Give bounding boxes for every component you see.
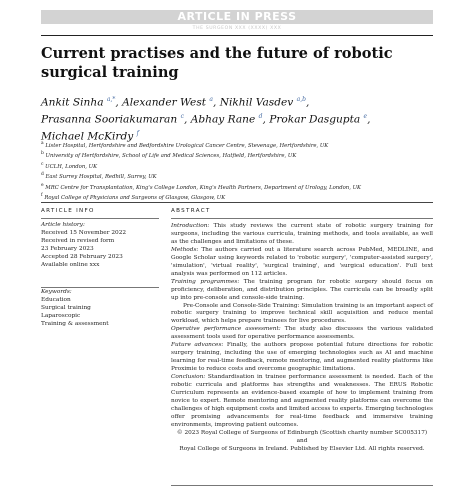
author-name[interactable]: Alexander West [122, 96, 207, 109]
abstract-conclusion [171, 374, 433, 430]
section-label: Methods: [171, 246, 199, 253]
section-text: Standardisation in trainee performance assessment is needed. Each of the robotic curricula and platforms has strengths and weaknesses. The ERUS Robotic Curriculum represents an evidence-based example of how to implement training from novice to expert. Remote mentoring and augmented reality platforms can overcome the challenges of high equipment costs and limited access to experts. Emerging technologies offer promising advancements for real-time feedback and immersive training environments, improving patient outcomes. [171, 374, 433, 428]
history-accepted: Accepted 28 February 2023 [41, 253, 123, 260]
section-label: Training programmes: [171, 278, 240, 285]
abstract-body [171, 223, 433, 454]
affiliation-text: UCLH, London, UK [45, 163, 98, 170]
abstract-preconsole: Pre-Console and Console-Side Training: Simulation training is an important aspect of robotic surgery training to improve technical skill acquisition and reduce mental workload, which helps prepare trainees for live procedures. [171, 302, 433, 325]
affiliation-mark: b [41, 151, 44, 157]
affiliation-marker[interactable]: a [209, 96, 213, 103]
author-name[interactable]: Ankit Sinha [41, 96, 104, 109]
copyright-line: Royal College of Surgeons in Ireland. Published by Elsevier Ltd. All rights reserved. [179, 445, 425, 452]
history-online: Available online xxx [41, 261, 100, 268]
history-revised-date: 23 February 2023 [41, 245, 94, 252]
section-label: Operative performance assessment: [171, 326, 281, 333]
affiliation-marker[interactable]: a,b [296, 96, 306, 103]
article-in-press-banner: ARTICLE IN PRESS [41, 10, 433, 24]
affiliation-text: MRC Centre for Transplantation, King's College London, King's Health Partners, Department of Urology, London, UK [45, 184, 362, 191]
section-label: Conclusion: [171, 374, 206, 381]
affiliation-text: University of Hertfordshire, School of Life and Medical Sciences, Hatfield, Hertfordshire, UK [45, 153, 297, 160]
affiliation-marker[interactable]: f [136, 129, 139, 137]
top-divider [41, 35, 433, 36]
section-text: The training program for robotic surgery should focus on proficiency, deliberation, and distribution principles. The curricula can be broadly split up into pre-console and console-side training. [171, 278, 433, 301]
keyword-item[interactable]: Training & assessment [41, 320, 109, 327]
article-history [41, 222, 159, 269]
affiliation-text: East Surrey Hospital, Redhill, Surrey, UK [45, 174, 157, 181]
affiliation-mark: e [41, 182, 44, 188]
affiliation-item [41, 140, 433, 150]
history-revised-label: Received in revised form [41, 237, 115, 244]
affiliation-text: Lister Hospital, Hertfordshire and Bedfordshire Urological Cancer Centre, Stevenage, Hertfordshire, UK [45, 142, 329, 149]
author-name[interactable]: Nikhil Vasdev [219, 96, 294, 109]
abstract-methods [171, 247, 433, 279]
abstract-divider [171, 218, 433, 219]
history-received: Received 15 November 2022 [41, 229, 127, 236]
affiliation-marker[interactable]: c [180, 112, 184, 120]
author-name[interactable]: Abhay Rane [190, 113, 256, 126]
section-text: The authors carried out a literature search across PubMed, MEDLINE, and Google Scholar using keywords related to 'robotic surgery', 'computer-assisted surgery', 'simulation', 'virtual reality', 'surgical training', and 'surgical education'. Full text analysis was performed on 112 articles. [171, 246, 433, 277]
keyword-item[interactable]: Education [41, 296, 71, 303]
affiliation-mark: d [41, 172, 44, 178]
affiliation-marker[interactable]: e [363, 112, 368, 120]
abstract-heading: ABSTRACT [171, 208, 211, 214]
copyright-line: © 2023 Royal College of Surgeons of Edinburgh (Scottish charity number SC005317) and [176, 429, 428, 444]
section-label: Introduction: [171, 223, 210, 229]
abstract-training [171, 279, 433, 303]
section-text: Finally, the authors propose potential future directions for robotic surgery training, including the use of emerging technologies such as AI and machine learning for real-time feedback, remote mentoring, and augmented reality platforms like Proximie to reduce costs and overcome geographic limitations. [171, 342, 434, 373]
journal-running-head: THE SURGEON XXX (XXXX) XXX [192, 26, 282, 31]
keywords-label: Keywords: [41, 289, 72, 295]
section-text: The study also discusses the various validated assessment tools used for operative performance assessments. [171, 326, 434, 341]
history-label: Article history: [41, 222, 85, 228]
affiliation-item [41, 150, 433, 160]
section-text: This study reviews the current state of robotic surgery training for surgeons, including the various curricula, training methods, and tools available, as well as the challenges and limitations of these. [171, 223, 433, 245]
affiliation-list [41, 140, 433, 203]
affiliation-marker[interactable]: a,* [106, 96, 116, 103]
affiliation-mark: f [41, 193, 43, 199]
article-info-heading: ARTICLE INFO [41, 208, 95, 214]
author-list: Ankit Sinha $^{a,*}$, Alexander West $^a$, Nikhil Vasdev $^{a,b}$, Prasanna Sooriakumaran $^c$, Abhay Rane $^d$, Prokar Dasgupta $^e$, Michael McKirdy $^f$ [41, 96, 371, 143]
abstract-future [171, 342, 433, 374]
section-label: Future advances: [171, 342, 224, 349]
abstract-introduction [171, 223, 433, 247]
affiliation-marker[interactable]: d [258, 112, 263, 120]
keywords-block [41, 289, 159, 329]
keyword-item[interactable]: Surgical training [41, 304, 91, 311]
author-name[interactable]: Prokar Dasgupta [269, 113, 361, 126]
affiliation-item [41, 171, 433, 181]
abstract-operative [171, 326, 433, 342]
affiliation-mark: c [41, 161, 44, 167]
abstract-bottom-divider [171, 485, 433, 486]
author-name[interactable]: Michael McKirdy [41, 130, 134, 143]
affiliation-item [41, 161, 433, 171]
author-name[interactable]: Prasanna Sooriakumaran [41, 113, 178, 126]
affiliation-text: Royal College of Physicians and Surgeons of Glasgow, Glasgow, UK [44, 195, 226, 202]
article-info-divider [41, 218, 159, 219]
affiliation-item [41, 182, 433, 192]
section-divider [41, 202, 433, 203]
article-title: Current practises and the future of robotic surgical training [41, 45, 393, 81]
affiliation-mark: a [41, 141, 44, 146]
keywords-divider [41, 287, 159, 288]
keyword-item[interactable]: Laparoscopic [41, 312, 81, 319]
